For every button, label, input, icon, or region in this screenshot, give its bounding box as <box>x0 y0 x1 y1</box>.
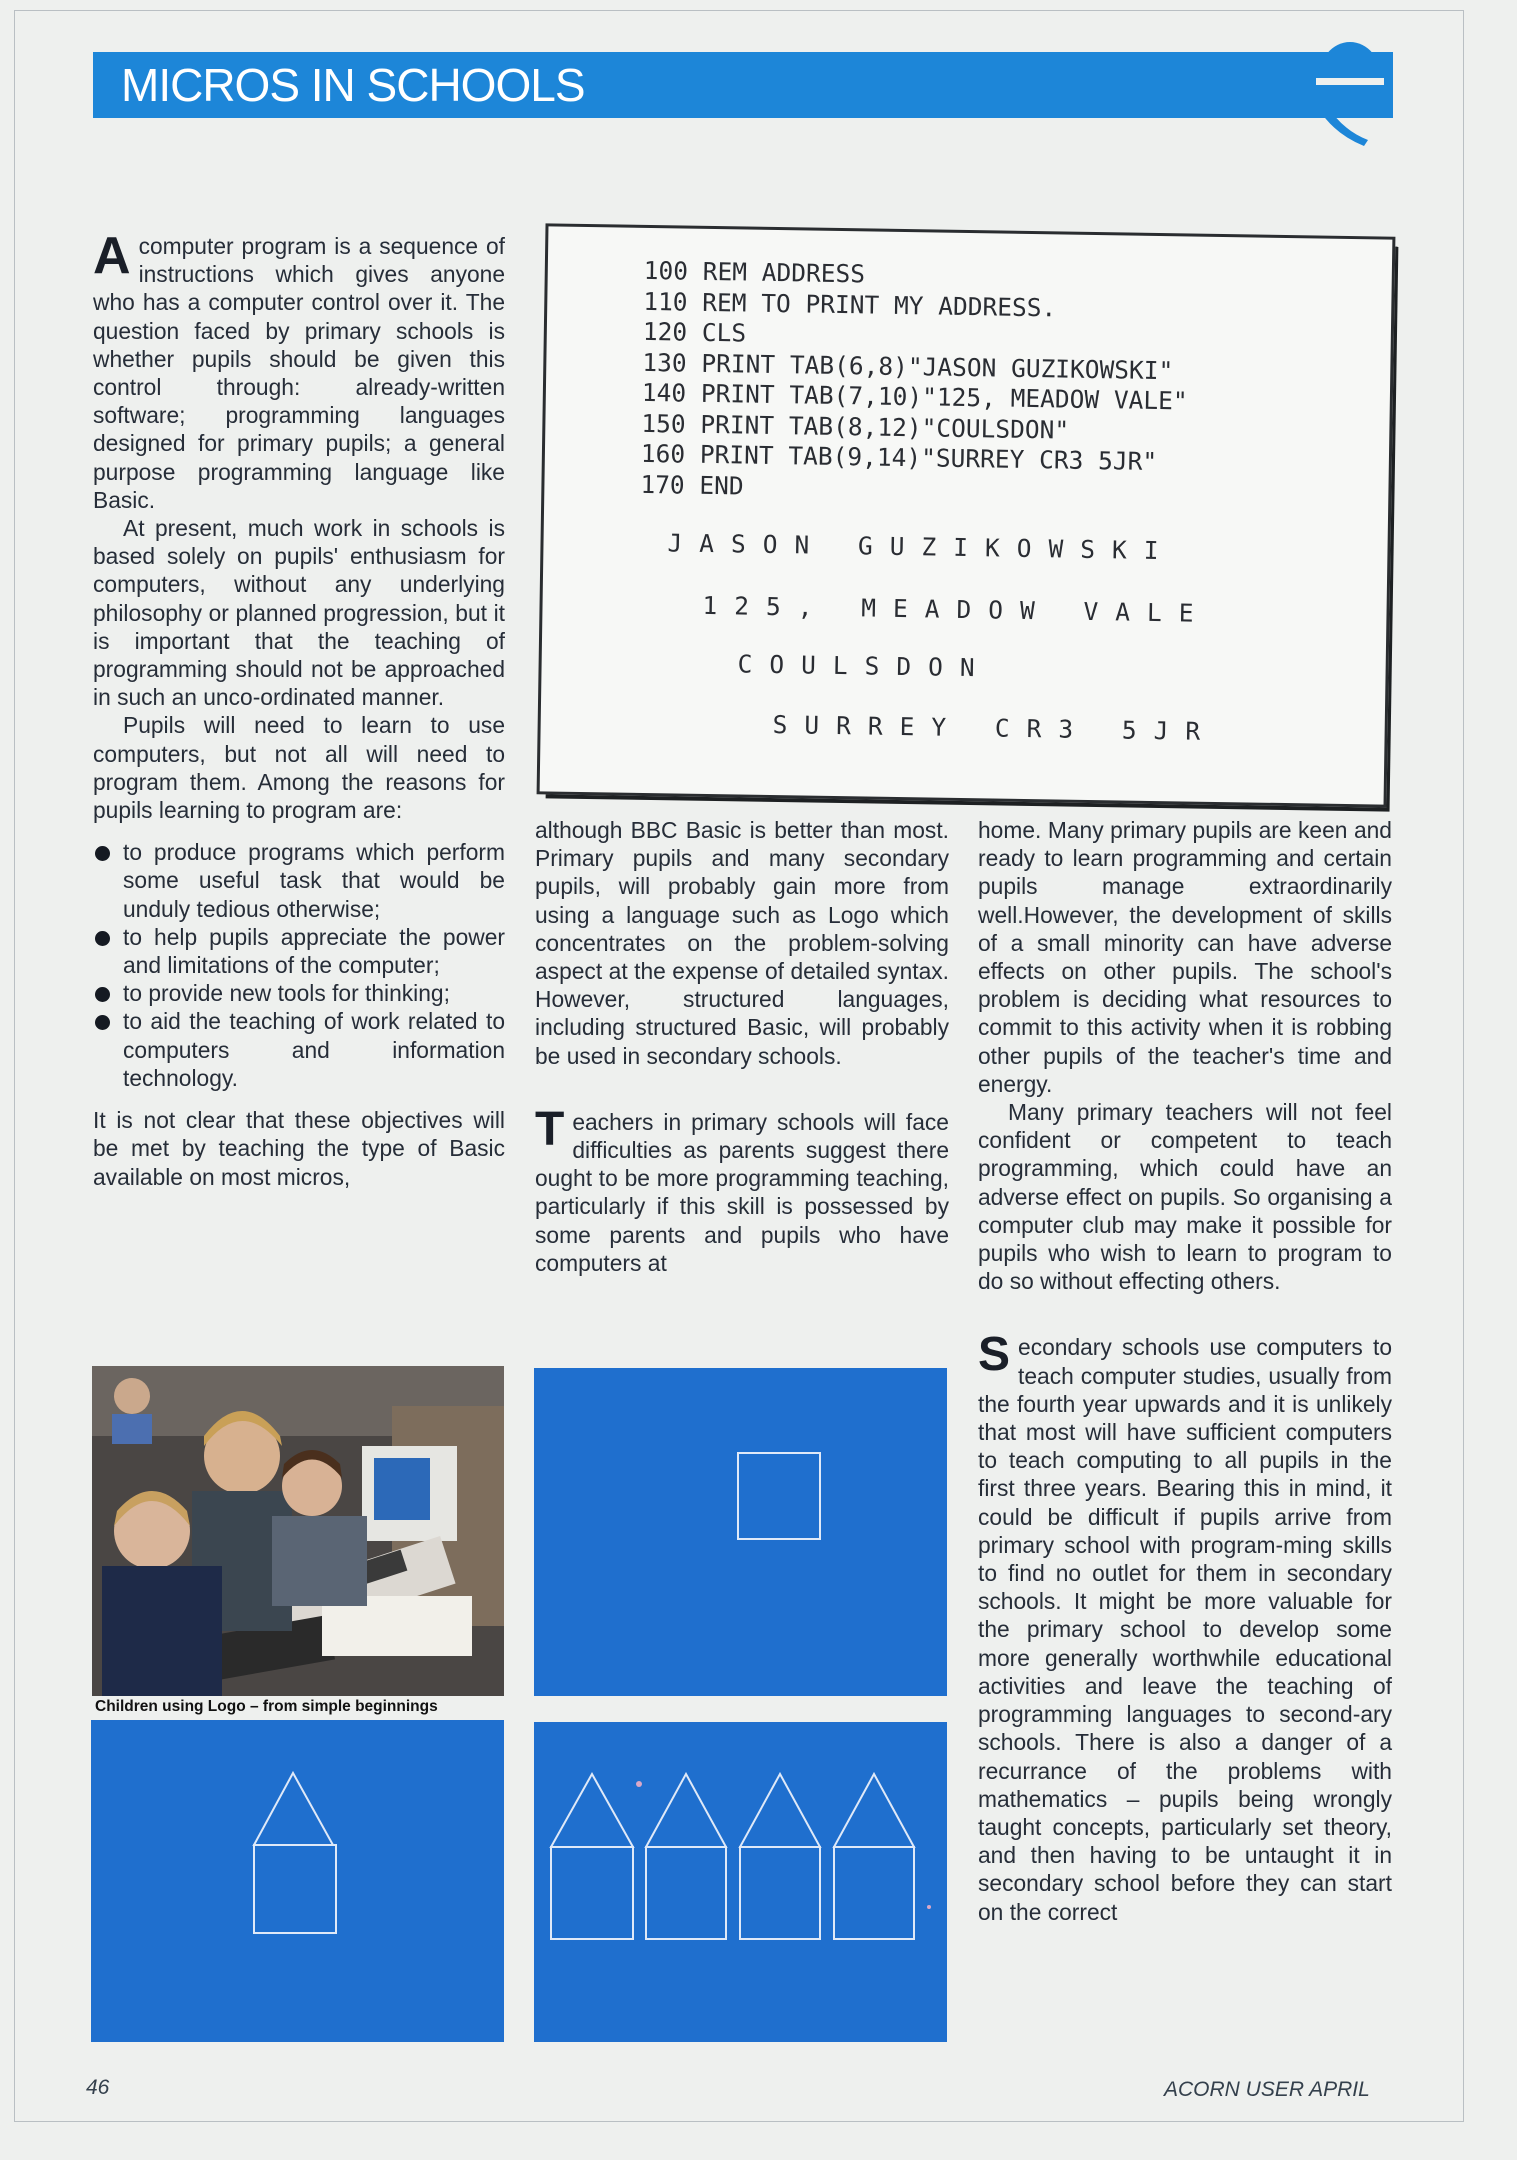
logo-screen-houses <box>534 1722 947 2042</box>
list-item: to help pupils appreciate the power and limitations of the computer; <box>93 923 505 979</box>
code-line: 170 END <box>640 469 744 501</box>
paragraph: Many primary teachers will not feel confident or competent to teach programming, which could have an adverse effect on pupils. So organising a computer club may make it possible for pupils who wish to learn to program to do so without effecting others. <box>978 1099 1392 1295</box>
output-line: SURREY CR3 5JR <box>772 709 1218 746</box>
square-drawing <box>534 1368 947 1696</box>
code-line: 100 REM ADDRESS <box>643 255 866 289</box>
paragraph-intro <box>93 227 505 514</box>
children-photo <box>92 1366 504 1696</box>
drop-cap: A <box>93 227 131 285</box>
paragraph-text: econdary schools use computers to teach computer studies, usually from the fourth year upwards and it is unlikely that most will have sufficient computers to teach computing to all pupils in the first three years. Bearing this in mind, it could be difficult if pupils arrive from primary school with program-ming skills to find no outlet for them in secondary schools. It might be more valuable for the primary school to develop some more generally worthwhile educational activities and leave the teaching of programming languages to second-ary schools. There is also a danger of a recurrance of the problems with mathematics – pupils being wrongly taught concepts, particularly set theory, and then having to be untaught it in secondary school before they can start on the correct <box>978 1334 1392 1925</box>
paragraph: although BBC Basic is better than most. Primary pupils and many secondary pupils, will probably gain more from using a language such as Logo which concentrates on the problem-solving aspect at the expense of detailed syntax. However, structured languages, including structured Basic, will probably be used in secondary schools. <box>535 817 949 1069</box>
section-banner <box>93 52 1393 118</box>
photo-illustration <box>92 1366 504 1696</box>
code-line: 120 CLS <box>642 316 747 348</box>
houses-drawing <box>534 1722 947 2042</box>
magazine-title: ACORN USER APRIL <box>1164 2078 1370 2101</box>
code-line: 130 PRINT TAB(6,8)"JASON GUZIKOWSKI" <box>642 347 1174 385</box>
paragraph: At present, much work in schools is based solely on pupils' enthusiasm for computers, without any underlying philosophy or planned progression, but it is important that the teaching of programming should not be approached in such an unco-ordinated manner. <box>93 515 505 711</box>
drop-cap: S <box>978 1328 1011 1382</box>
house-drawing <box>91 1720 504 2042</box>
reasons-list <box>93 838 505 1092</box>
code-line: 110 REM TO PRINT MY ADDRESS. <box>643 286 1057 322</box>
column-1 <box>93 227 505 1191</box>
paragraph-text: computer program is a sequence of instructions which gives anyone who has a computer control over it. The question faced by primary schools is whether pupils should be given this control through: already-written software; programming languages designed for primary pupils; a general purpose programming language like Basic. <box>93 233 505 513</box>
paragraph <box>978 1328 1392 1925</box>
column-3 <box>978 816 1392 1926</box>
output-line: JASON GUZIKOWSKI <box>667 528 1176 566</box>
acorn-logo-icon <box>1312 38 1390 150</box>
paragraph-text: eachers in primary schools will face difficulties as parents suggest there ought to be more programming teaching, particularly if this skill is possessed by some parents and pupils who have computers at <box>535 1108 949 1276</box>
paragraph <box>535 1102 949 1277</box>
output-line: COULSDON <box>737 649 992 683</box>
list-item: to provide new tools for thinking; <box>93 979 505 1007</box>
banner-title: MICROS IN SCHOOLS <box>121 59 585 111</box>
code-line: 150 PRINT TAB(8,12)"COULSDON" <box>641 408 1070 445</box>
code-line: 140 PRINT TAB(7,10)"125, MEADOW VALE" <box>641 377 1188 416</box>
logo-screen-house <box>91 1720 504 2042</box>
paragraph: Pupils will need to learn to use computers, but not all will need to program them. Among the reasons for pupils learning to program are: <box>93 712 505 824</box>
output-line: 125, MEADOW VALE <box>702 590 1211 628</box>
drop-cap: T <box>535 1102 565 1156</box>
paragraph: It is not clear that these objectives will be met by teaching the type of Basic available on most micros, <box>93 1107 505 1190</box>
page-number: 46 <box>86 2076 110 2099</box>
photo-caption: Children using Logo – from simple beginnings <box>95 1698 438 1715</box>
logo-screen-square <box>534 1368 947 1696</box>
code-listing-box <box>537 223 1396 807</box>
paragraph: home. Many primary pupils are keen and ready to learn programming and certain pupils manage extraordinarily well.However, the development of skills of a small minority can have adverse effects on other pupils. The school's problem is deciding what resources to commit to this activity when it is robbing other pupils of the teacher's time and energy. <box>978 817 1392 1097</box>
code-listing <box>640 256 1190 509</box>
list-item: to aid the teaching of work related to computers and information technology. <box>93 1007 505 1092</box>
list-item: to produce programs which perform some useful task that would be unduly tedious otherwise; <box>93 838 505 923</box>
code-line: 160 PRINT TAB(9,14)"SURREY CR3 5JR" <box>640 438 1158 476</box>
column-2 <box>535 816 949 1277</box>
